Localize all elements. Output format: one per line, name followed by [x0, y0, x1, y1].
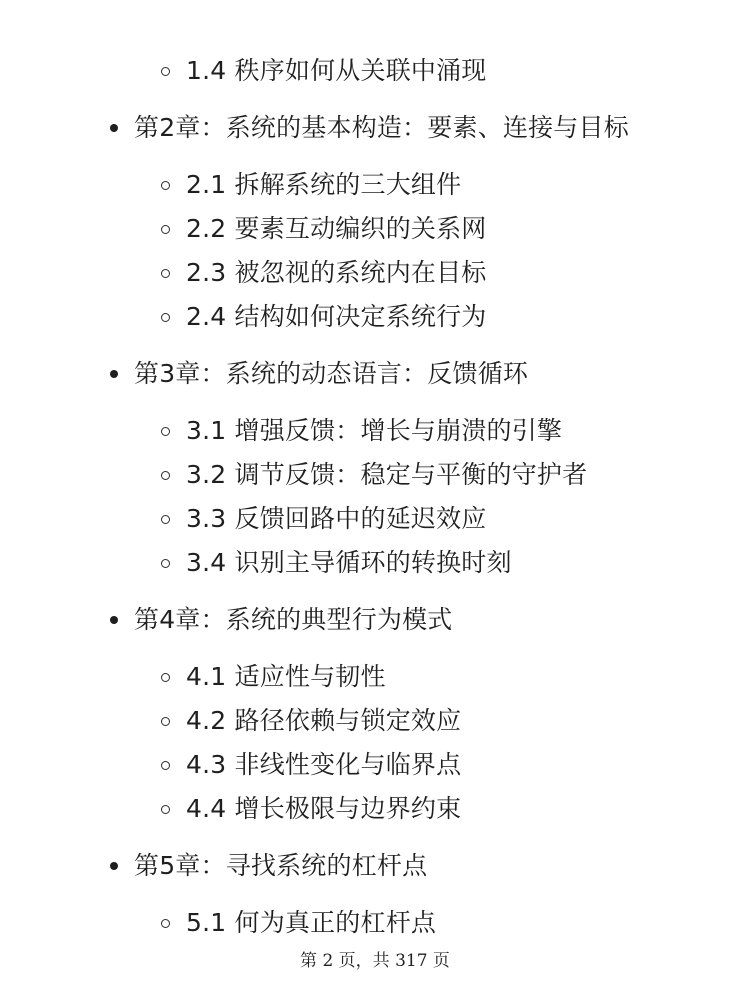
circle-bullet-icon — [161, 313, 170, 322]
toc-item-text: 5.1 何为真正的杠杆点 — [186, 908, 437, 937]
toc-item-text: 2.2 要素互动编织的关系网 — [186, 214, 487, 243]
toc-item-text: 第5章：寻找系统的杠杆点 — [134, 851, 428, 880]
toc-section-item — [161, 908, 436, 938]
circle-bullet-icon — [161, 67, 170, 76]
toc-item-text: 3.4 识别主导循环的转换时刻 — [186, 548, 512, 577]
toc-section-item — [161, 302, 487, 332]
toc-item-text: 3.2 调节反馈：稳定与平衡的守护者 — [186, 460, 588, 489]
toc-section-item — [161, 416, 562, 446]
circle-bullet-icon — [161, 805, 170, 814]
circle-bullet-icon — [161, 269, 170, 278]
toc-section-item — [161, 56, 487, 86]
circle-bullet-icon — [161, 427, 170, 436]
toc-item-text: 第2章：系统的基本构造：要素、连接与目标 — [134, 113, 629, 142]
circle-bullet-icon — [161, 673, 170, 682]
circle-bullet-icon — [161, 471, 170, 480]
circle-bullet-icon — [161, 181, 170, 190]
toc-item-text: 2.1 拆解系统的三大组件 — [186, 170, 462, 199]
toc-section-item — [161, 750, 461, 780]
toc-item-text: 3.3 反馈回路中的延迟效应 — [186, 504, 487, 533]
toc-section-item — [161, 662, 386, 692]
circle-bullet-icon — [161, 515, 170, 524]
toc-section-item — [161, 706, 461, 736]
toc-item-text: 4.3 非线性变化与临界点 — [186, 750, 462, 779]
toc-item-text: 第3章：系统的动态语言：反馈循环 — [134, 359, 529, 388]
toc-chapter-item — [110, 605, 453, 635]
toc-section-item — [161, 258, 487, 288]
page-number-footer: 第 2 页，共 317 页 — [300, 951, 450, 971]
toc-item-text: 4.2 路径依赖与锁定效应 — [186, 706, 462, 735]
toc-item-text: 3.1 增强反馈：增长与崩溃的引擎 — [186, 416, 563, 445]
circle-bullet-icon — [161, 761, 170, 770]
toc-item-text: 2.3 被忽视的系统内在目标 — [186, 258, 487, 287]
circle-bullet-icon — [161, 919, 170, 928]
toc-section-item — [161, 548, 512, 578]
toc-item-text: 2.4 结构如何决定系统行为 — [186, 302, 487, 331]
circle-bullet-icon — [161, 717, 170, 726]
toc-chapter-item — [110, 359, 528, 389]
toc-section-item — [161, 214, 487, 244]
disc-bullet-icon — [110, 124, 118, 132]
circle-bullet-icon — [161, 559, 170, 568]
toc-section-item — [161, 460, 587, 490]
disc-bullet-icon — [110, 862, 118, 870]
disc-bullet-icon — [110, 616, 118, 624]
toc-section-item — [161, 170, 461, 200]
toc-item-text: 4.1 适应性与韧性 — [186, 662, 386, 691]
toc-chapter-item — [110, 113, 629, 143]
toc-chapter-item — [110, 851, 427, 881]
toc-item-text: 1.4 秩序如何从关联中涌现 — [186, 56, 487, 85]
toc-item-text: 第4章：系统的典型行为模式 — [134, 605, 453, 634]
toc-section-item — [161, 794, 461, 824]
circle-bullet-icon — [161, 225, 170, 234]
disc-bullet-icon — [110, 370, 118, 378]
toc-section-item — [161, 504, 487, 534]
toc-item-text: 4.4 增长极限与边界约束 — [186, 794, 462, 823]
